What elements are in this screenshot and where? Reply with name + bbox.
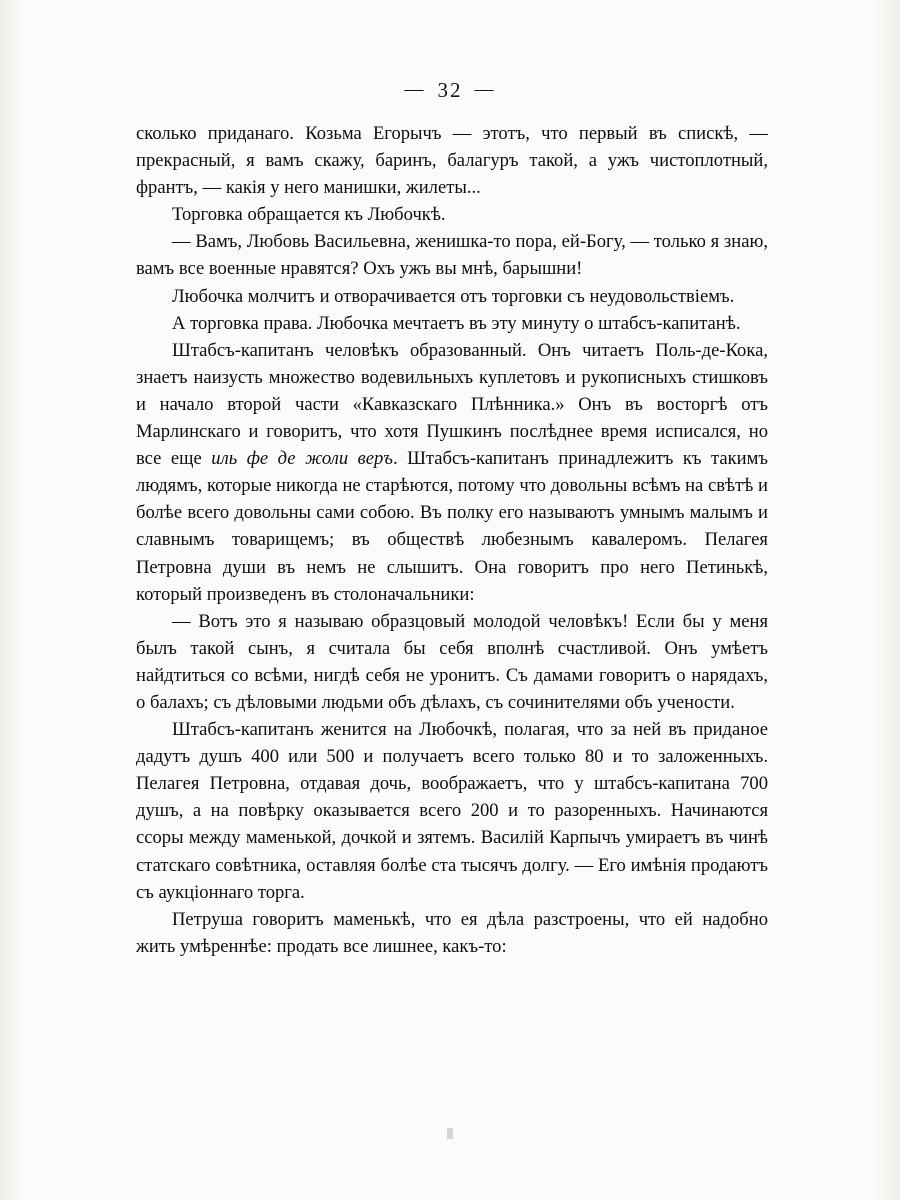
paragraph: Любочка молчитъ и отворачивается отъ торговки съ неудовольствіемъ. <box>172 285 735 307</box>
paragraph-with-italic <box>136 337 768 608</box>
page-edge-shadow-left <box>0 0 26 1200</box>
header-dash-right: — <box>474 79 496 100</box>
page-edge-shadow-right <box>874 0 900 1200</box>
paragraph: — Вамъ, Любовь Васильевна, женишка-то пора, ей-Богу, — только я знаю, вамъ все военные нравятся? Охъ ужъ вы мнѣ, барышни! <box>136 231 768 280</box>
page-bottom-mark <box>447 1128 453 1139</box>
text-segment: . Штабсъ-капитанъ принадлежитъ къ такимъ людямъ, которые никогда не старѣются, потому что довольны всѣмъ на свѣтѣ и болѣе всего довольны сами собою. Въ полку его называютъ умнымъ малымъ и славнымъ товарищемъ; въ обществѣ любезнымъ кавалеромъ. Пелагея Петровна души въ немъ не слышитъ. Она говоритъ про него Петинькѣ, который произведенъ въ столоначальники: <box>136 448 768 605</box>
text-segment: Штабсъ-капитанъ человѣкъ образованный. Онъ читаетъ Поль-де-Кока, знаетъ наизусть множество водевильныхъ куплетовъ и рукописныхъ стишковъ и начало второй части «Кавказскаго Плѣнника.» Онъ въ восторгѣ отъ Марлинскаго и говоритъ, что хотя Пушкинъ послѣднее время исписался, но все еще <box>136 339 768 470</box>
paragraph: А торговка права. Любочка мечтаетъ въ эту минуту о штабсъ-капитанѣ. <box>172 312 741 334</box>
body-text <box>136 120 768 960</box>
paragraph: Штабсъ-капитанъ женится на Любочкѣ, полагая, что за ней въ приданое дадутъ душъ 400 или 500 и получаетъ всего только 80 и то заложенныхъ. Пелагея Петровна, отдавая дочь, воображаетъ, что у штабсъ-капитана 700 душъ, а на повѣрку оказывается всего 200 и то разоренныхъ. Начинаются ссоры между маменькой, дочкой и зятемъ. Василій Карпычъ умираетъ въ чинѣ статскаго совѣтника, оставляя болѣе ста тысячъ долгу. — Его имѣнія продаютъ съ аукціоннаго торга. <box>136 719 768 903</box>
paragraph: Петруша говоритъ маменькѣ, что ея дѣла разстроены, что ей надобно жить умѣреннѣе: продать все лишнее, какъ-то: <box>136 908 768 957</box>
paragraph: Торговка обращается къ Любочкѣ. <box>172 204 446 226</box>
page-header <box>0 78 900 103</box>
italic-segment: иль фе де жоли веръ <box>211 448 393 470</box>
page-number: 32 <box>437 78 463 102</box>
paragraph: — Вотъ это я называю образцовый молодой человѣкъ! Если бы у меня былъ такой сынъ, я считала бы себя вполнѣ счастливой. Онъ умѣетъ найдтиться со всѣми, нигдѣ себя не уронитъ. Съ дамами говоритъ о нарядахъ, о балахъ; съ дѣловыми людьми объ дѣлахъ, съ сочинителями объ учености. <box>136 610 768 713</box>
paragraph: сколько приданаго. Козьма Егорычъ — этотъ, что первый въ спискѣ, — прекрасный, я вамъ скажу, баринъ, балагуръ такой, а ужъ чистоплотный, франтъ, — какія у него манишки, жилеты... <box>136 123 768 199</box>
header-dash-left: — <box>404 79 426 100</box>
